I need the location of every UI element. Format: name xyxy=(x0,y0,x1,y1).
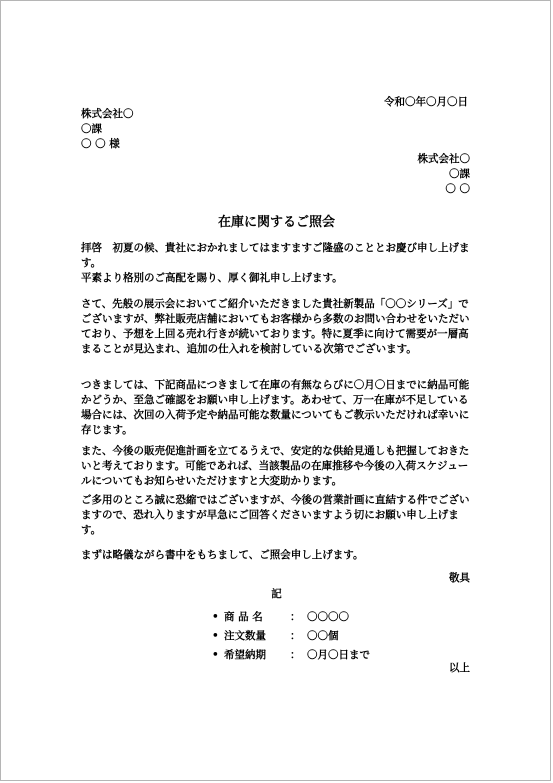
paragraph-closing-remark: まずは略儀ながら書中をもちまして、ご照会申し上げます。 xyxy=(81,549,364,561)
item-colon: ： xyxy=(290,611,301,623)
sender-block xyxy=(418,152,471,197)
item-value: 〇〇個 xyxy=(307,630,339,642)
recipient-department: 〇課 xyxy=(81,123,102,135)
item-label: 商 品 名 xyxy=(224,611,263,623)
sender-company: 株式会社〇 xyxy=(417,153,470,165)
recipient-company: 株式会社〇 xyxy=(81,108,134,120)
item-label: 希望納期 xyxy=(224,649,266,661)
closing-keigu: 敬具 xyxy=(449,572,470,584)
paragraph-forecast: また、今後の販売促進計画を立てるうえで、安定的な供給見通しも把握しておきたいと考えております。可能であれば、当該製品の在庫推移や今後の入荷スケジュールについてもお知らせいただけますと大変助かります。 xyxy=(81,445,470,487)
item-colon: ： xyxy=(290,649,301,661)
paragraph-urgency: ご多用のところ誠に恐縮ではございますが、今後の営業計画に直結する件でございますので、恐れ入りますが早急にご回答くださいますよう切にお願い申し上げます。 xyxy=(81,494,470,536)
paragraph-request: つきましては、下記商品につきまして在庫の有無ならびに〇月〇日までに納品可能かどうか、至急ご確認をお願い申し上げます。あわせて、万一在庫が不足している場合には、次回の入荷予定や納品可能な数量についてもご教示いただければ幸いに存じます。 xyxy=(81,379,470,436)
ki-heading: 記 xyxy=(271,588,282,600)
list-item xyxy=(212,629,370,648)
item-value: 〇〇〇〇 xyxy=(307,611,349,623)
paragraph-greeting: 拝啓 初夏の候、貴社におかれましてはますますご隆盛のこととお慶び申し上げます。 平素より格別のご高配を賜り、厚く御礼申し上げます。 xyxy=(81,242,470,284)
closing-ijo: 以上 xyxy=(449,662,470,674)
bullet-icon: • xyxy=(212,649,219,661)
item-label: 注文数量 xyxy=(224,630,266,642)
paragraph-background: さて、先般の展示会においてご紹介いただきました貴社新製品「〇〇シリーズ」でございますが、弊社販売店舗においてもお客様から多数のお問い合わせをいただいており、予想を上回る売れ行きが続いております。特に夏季に向けて需要が一層高まることが見込まれ、追加の仕入れを検討している次第でございます。 xyxy=(81,298,470,355)
list-item xyxy=(212,648,370,667)
sender-department: 〇課 xyxy=(449,168,470,180)
recipient-name: 〇 〇 様 xyxy=(81,138,120,150)
item-value: 〇月〇日まで xyxy=(307,649,370,661)
letter-date: 令和〇年〇月〇日 xyxy=(384,96,468,108)
letter-title: 在庫に関するご照会 xyxy=(217,215,335,230)
item-colon: ： xyxy=(290,630,301,642)
bullet-icon: • xyxy=(212,611,219,623)
item-list xyxy=(212,610,370,667)
list-item xyxy=(212,610,370,629)
recipient-block xyxy=(81,107,134,152)
sender-name: 〇 〇 xyxy=(445,183,470,195)
bullet-icon: • xyxy=(212,630,219,642)
